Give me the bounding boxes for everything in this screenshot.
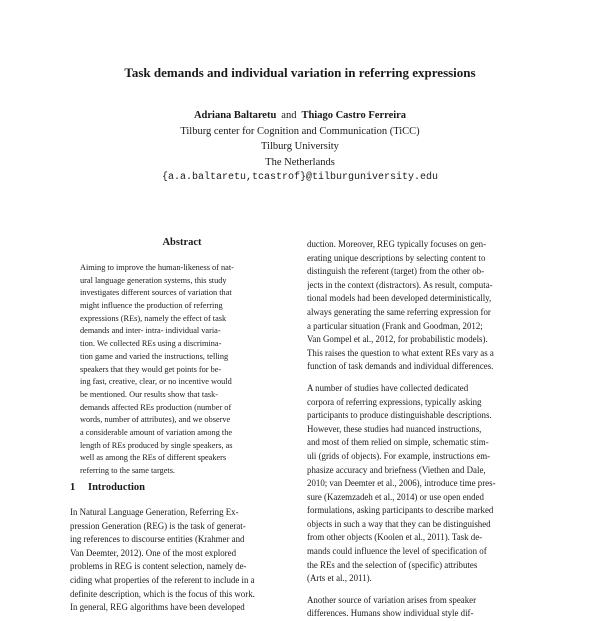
text-line: In Natural Language Generation, Referring Ex- xyxy=(70,507,239,517)
text-line: However, these studies had nuanced instructions, xyxy=(307,423,482,434)
section-title: Introduction xyxy=(88,482,145,493)
author-names xyxy=(0,108,600,124)
text-line: jects in the context (distractors). As result, computa- xyxy=(307,279,493,290)
author-2: Thiago Castro Ferreira xyxy=(301,110,407,121)
affiliation: Tilburg center for Cognition and Communication (TiCC) xyxy=(180,125,420,137)
abstract-line: ural language generation systems, this study xyxy=(80,275,227,285)
text-line: Van Deemter, 2012). One of the most explored xyxy=(70,547,237,558)
text-line: erating unique descriptions by selecting content to xyxy=(307,252,486,263)
abstract-line: well as among the REs of different speakers xyxy=(80,453,227,463)
right-column xyxy=(307,238,531,621)
text-line: corpora of referring expressions, typically asking xyxy=(307,396,482,407)
text-line: duction. Moreover, REG typically focuses on gen- xyxy=(307,239,487,249)
abstract-line: might influence the production of referring xyxy=(80,301,223,311)
text-line: sure (Kazemzadeh et al., 2014) or use open ended xyxy=(307,491,484,502)
text-line: 2010; van Deemter et al., 2006), introduce time pres- xyxy=(307,478,496,489)
text-line: In general, REG algorithms have been developed xyxy=(70,602,245,613)
text-line: from other objects (Koolen et al., 2011). Task de- xyxy=(307,532,483,543)
abstract-line: words, number of attributes), and we observe xyxy=(80,415,231,425)
text-line: formulations, asking participants to describe marked xyxy=(307,505,494,516)
abstract-line: Aiming to improve the human-likeness of nat- xyxy=(80,263,234,272)
text-line: objects in such a way that they can be distinguished xyxy=(307,518,491,529)
abstract-body xyxy=(80,262,285,478)
abstract-line: demands and inter- intra- individual varia- xyxy=(80,326,221,336)
right-paragraph-3 xyxy=(307,594,531,621)
paper-title: Task demands and individual variation in referring expressions xyxy=(124,65,476,80)
text-line: This raises the question to what extent REs vary as a xyxy=(307,347,494,358)
text-line: problems in REG is content selection, namely de- xyxy=(70,561,247,572)
text-line: ciding what properties of the referent to include in a xyxy=(70,574,255,585)
abstract-line: ing fast, creative, clear, or no incentive would xyxy=(80,377,232,387)
right-paragraph-2 xyxy=(307,382,531,586)
text-line: pression Generation (REG) is the task of generat- xyxy=(70,520,246,531)
text-line: Van Gompel et al., 2012, for probabilistic models). xyxy=(307,334,488,345)
author-1: Adriana Baltaretu xyxy=(193,110,277,121)
text-line: A number of studies have collected dedicated xyxy=(307,382,469,393)
text-line: Another source of variation arises from speaker xyxy=(307,594,477,605)
abstract-line: be mentioned. Our results show that task- xyxy=(80,389,219,399)
text-line: ing references to discourse entities (Krahmer and xyxy=(70,534,245,545)
author-block xyxy=(0,108,600,186)
abstract-line: length of REs produced by single speakers, as xyxy=(80,440,233,450)
text-line: participants to produce distinguishable descriptions. xyxy=(307,410,492,421)
text-line: the REs and the selection of (specific) attributes xyxy=(307,559,478,570)
text-line: uli (grids of objects). For example, instructions em- xyxy=(307,450,491,461)
university: Tilburg University xyxy=(261,141,339,152)
abstract-heading: Abstract xyxy=(162,237,202,248)
abstract-line: referring to the same targets. xyxy=(80,466,175,475)
abstract-line: speakers that they would get points for be- xyxy=(80,364,222,374)
section-number: 1 xyxy=(70,482,76,493)
text-line: function of task demands and individual differences. xyxy=(307,361,494,372)
text-line: mands could influence the level of specification of xyxy=(307,546,487,557)
text-line: and most of them relied on simple, schematic stim- xyxy=(307,437,489,448)
text-line: definite description, which is the focus of this work. xyxy=(70,588,255,599)
text-line: distinguish the referent (target) from the other ob- xyxy=(307,266,485,277)
author-email: {a.a.baltaretu,tcastrof}@tilburguniversity.edu xyxy=(161,172,439,183)
text-line: tional models had been developed deterministically, xyxy=(307,293,492,304)
text-line: (Arts et al., 2011). xyxy=(307,573,372,584)
abstract-line: expressions (REs), namely the effect of task xyxy=(80,313,227,323)
section-heading xyxy=(70,482,300,493)
author-and: and xyxy=(281,110,297,121)
abstract-line: investigates different sources of variation that xyxy=(80,288,232,298)
introduction-body xyxy=(70,506,298,615)
country: The Netherlands xyxy=(265,156,335,168)
abstract-line: tion. We collected REs using a discrimina- xyxy=(80,339,222,349)
abstract-line: a considerable amount of variation among the xyxy=(80,427,233,437)
abstract-line: demands affected REs production (number of xyxy=(80,402,232,412)
text-line: phasize accuracy and briefness (Viethen and Dale, xyxy=(307,464,486,475)
right-paragraph-1 xyxy=(307,238,531,374)
abstract-line: tion game and varied the instructions, telling xyxy=(80,351,229,361)
text-line: differences. Humans show individual style dif- xyxy=(307,608,474,619)
text-line: a particular situation (Frank and Goodman, 2012; xyxy=(307,320,483,331)
text-line: always generating the same referring expression for xyxy=(307,306,491,317)
